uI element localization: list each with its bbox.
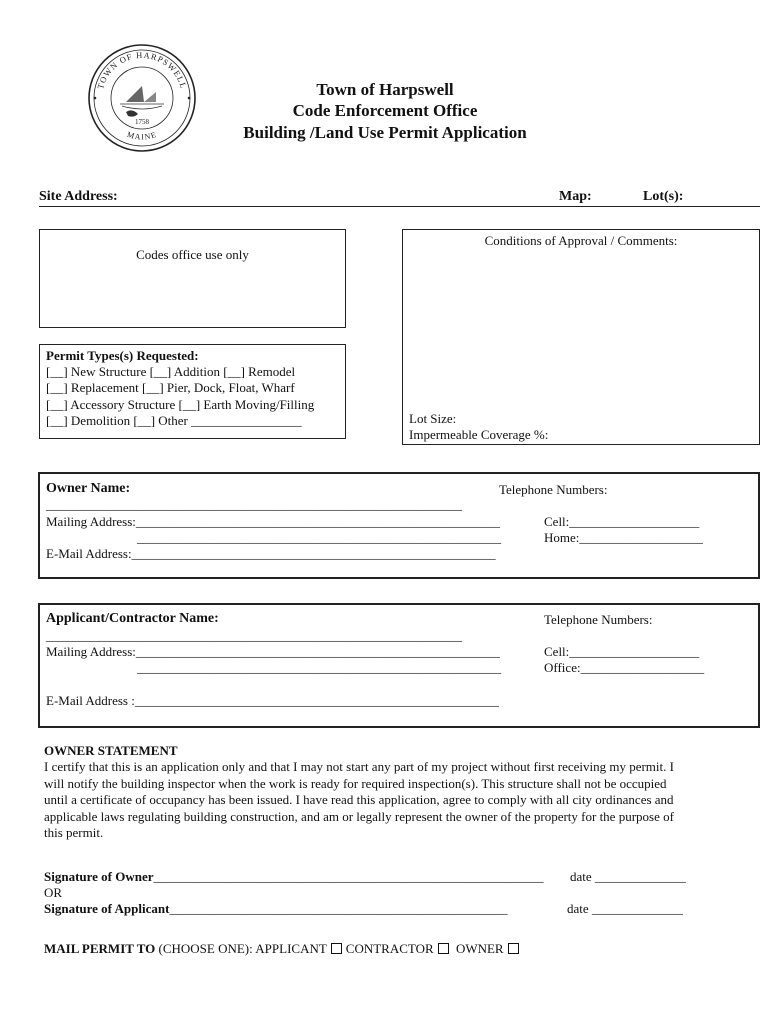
- site-address-rule: [39, 206, 760, 207]
- applicant-name-label: Applicant/Contractor Name:: [46, 611, 219, 626]
- mail-choose-applicant: (CHOOSE ONE): APPLICANT: [158, 941, 327, 956]
- owner-box: [38, 472, 760, 579]
- header-line-1: Town of Harpswell: [316, 80, 454, 99]
- statement-line: this permit.: [44, 825, 104, 840]
- permit-row: [__] Accessory Structure [__] Earth Moving/Filling: [46, 397, 315, 412]
- header-line-2: Code Enforcement Office: [292, 101, 478, 120]
- applicant-name-line[interactable]: ________________________________________________________________: [46, 628, 462, 643]
- applicant-box: [38, 603, 760, 728]
- owner-home-phone[interactable]: Home:___________________: [544, 530, 703, 545]
- mail-permit-label: MAIL PERMIT TO: [44, 941, 156, 956]
- header-line-3: Building /Land Use Permit Application: [243, 123, 527, 142]
- site-address-label: Site Address:: [39, 189, 118, 204]
- owner-signature-date[interactable]: date ______________: [570, 869, 686, 884]
- applicant-office-phone[interactable]: Office:___________________: [544, 660, 705, 675]
- applicant-signature-row: [44, 900, 507, 917]
- seal-bottom-text: MAINE: [126, 129, 158, 142]
- seal-top-text: TOWN OF HARPSWELL: [95, 49, 189, 91]
- conditions-title: Conditions of Approval / Comments:: [484, 233, 678, 248]
- statement-line: until a certificate of occupancy has been issued. I have read this application, agree to comply with all city ordinances and: [44, 792, 674, 807]
- owner-name-line[interactable]: ________________________________________________________________: [46, 497, 462, 512]
- seal-year: 1758: [135, 118, 149, 126]
- owner-statement-title: OWNER STATEMENT: [44, 743, 178, 758]
- applicant-mailing-address[interactable]: Mailing Address:________________________________________________________: [46, 644, 500, 659]
- mail-owner-label: OWNER: [455, 941, 504, 956]
- permit-types-title: Permit Types(s) Requested:: [46, 348, 199, 363]
- lot-label: Lot(s):: [643, 189, 684, 204]
- owner-phone-label: Telephone Numbers:: [499, 482, 608, 497]
- owner-checkbox[interactable]: [508, 943, 519, 954]
- statement-line: I certify that this is an application only and that I may not start any part of my project without first receiving my permit. I: [44, 759, 674, 774]
- mail-contractor-label: CONTRACTOR: [345, 941, 434, 956]
- codes-office-label: Codes office use only: [136, 247, 249, 262]
- statement-line: applicable laws regulating building construction, and am or legally represent the owner of the property for the purpose of: [44, 808, 674, 824]
- permit-types-box: [39, 344, 346, 439]
- coverage-label: Impermeable Coverage %:: [409, 427, 549, 442]
- statement-line: will notify the building inspector when the work is ready for required inspection(s). This structure shall not be occupied: [44, 775, 667, 791]
- applicant-signature-date[interactable]: date ______________: [567, 901, 683, 916]
- applicant-checkbox[interactable]: [331, 943, 342, 954]
- owner-signature-label: Signature of Owner: [44, 869, 154, 884]
- owner-signature-line[interactable]: ____________________________________________________________: [153, 869, 544, 884]
- owner-email[interactable]: E-Mail Address:________________________________________________________: [46, 546, 496, 561]
- permit-row: [__] New Structure [__] Addition [__] Remodel: [46, 364, 296, 379]
- owner-cell[interactable]: Cell:____________________: [544, 514, 700, 529]
- permit-row: [__] Demolition [__] Other _________________: [46, 413, 302, 428]
- applicant-mailing-address-2[interactable]: ________________________________________________________: [137, 660, 501, 675]
- codes-office-box: [39, 229, 346, 328]
- applicant-email[interactable]: E-Mail Address :________________________________________________________: [46, 693, 499, 708]
- owner-mailing-address[interactable]: Mailing Address:________________________________________________________: [46, 514, 500, 529]
- lot-size-label: Lot Size:: [409, 411, 457, 426]
- applicant-cell[interactable]: Cell:____________________: [544, 644, 700, 659]
- owner-mailing-address-2[interactable]: ________________________________________________________: [137, 530, 501, 545]
- applicant-signature-label: Signature of Applicant: [44, 901, 170, 916]
- owner-signature-row: [44, 868, 544, 885]
- applicant-phone-label: Telephone Numbers:: [544, 612, 653, 627]
- applicant-signature-line[interactable]: ____________________________________________________: [169, 901, 508, 916]
- owner-name-label: Owner Name:: [46, 481, 131, 496]
- mail-permit-row: [44, 940, 523, 957]
- or-label: OR: [44, 885, 63, 900]
- contractor-checkbox[interactable]: [438, 943, 449, 954]
- conditions-box: [402, 229, 760, 445]
- permit-row: [__] Replacement [__] Pier, Dock, Float, Wharf: [46, 380, 295, 395]
- map-label: Map:: [559, 189, 592, 204]
